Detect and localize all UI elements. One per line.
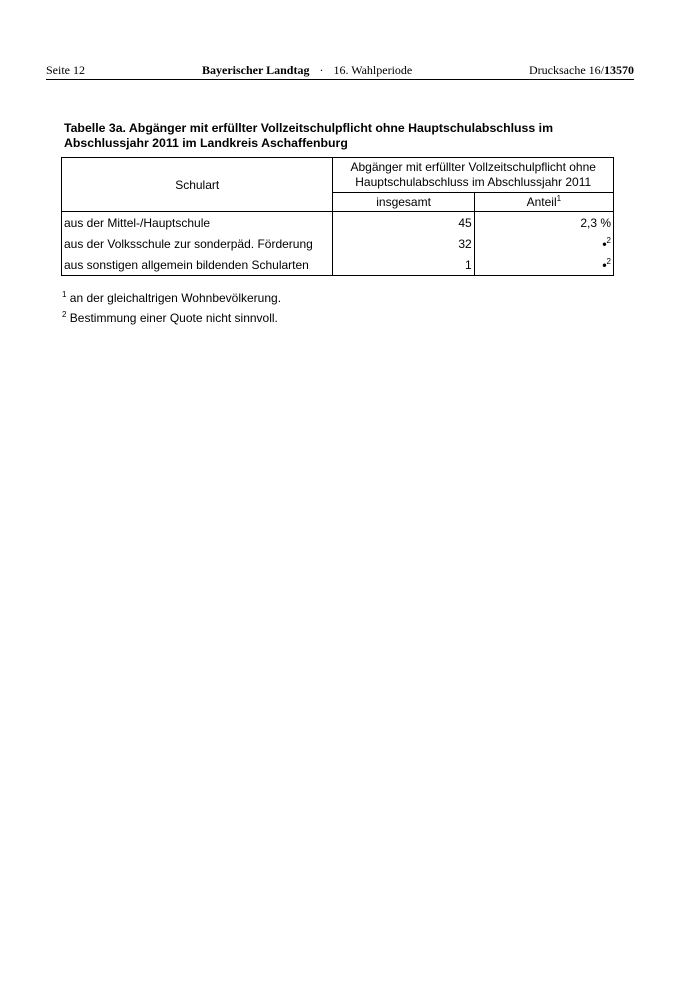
table-row <box>62 254 614 276</box>
data-table <box>61 157 614 276</box>
cell-schulart: aus der Volksschule zur sonderpäd. Förderung <box>62 233 333 254</box>
cell-anteil <box>474 233 613 254</box>
table-title-line-1: Tabelle 3a. Abgänger mit erfüllter Vollzeitschulpflicht ohne Hauptschulabschluss im <box>64 121 554 135</box>
cell-anteil <box>474 254 613 276</box>
header-center <box>202 63 412 78</box>
header-group-line-1: Abgänger mit erfüllter Vollzeitschulpflicht ohne <box>350 159 596 174</box>
header-separator: · <box>319 63 324 77</box>
cell-insgesamt: 32 <box>333 233 474 254</box>
footnote-mark: 2 <box>62 310 67 319</box>
footnote-ref: 2 <box>606 236 611 245</box>
header-anteil-label: Anteil <box>526 195 557 210</box>
footnote-mark: 1 <box>62 290 67 299</box>
cell-schulart: aus der Mittel-/Hauptschule <box>62 212 333 234</box>
footnote-text: Bestimmung einer Quote nicht sinnvoll. <box>66 311 278 325</box>
table-title-line-2: Abschlussjahr 2011 im Landkreis Aschaffenburg <box>64 136 348 150</box>
table-row <box>62 212 614 234</box>
footnote-ref: 1 <box>556 194 562 204</box>
table-title <box>64 121 584 151</box>
page-header <box>46 63 634 80</box>
cell-schulart: aus sonstigen allgemein bildenden Schularten <box>62 254 333 276</box>
header-schulart: Schulart <box>62 158 333 212</box>
footnote-ref: 2 <box>606 257 611 266</box>
cell-insgesamt: 1 <box>333 254 474 276</box>
document-number: 13570 <box>604 63 634 77</box>
table-row <box>62 233 614 254</box>
document-label: Drucksache 16/ <box>529 63 604 77</box>
header-anteil <box>474 192 613 211</box>
cell-anteil <box>474 212 613 234</box>
cell-anteil-value: • <box>602 237 607 251</box>
legislative-period: 16. Wahlperiode <box>333 63 413 77</box>
header-group-line-2: Hauptschulabschluss im Abschlussjahr 2011 <box>355 174 592 189</box>
cell-insgesamt: 45 <box>333 212 474 234</box>
header-insgesamt: insgesamt <box>333 192 474 211</box>
footnote <box>62 287 281 306</box>
footnotes <box>62 287 281 327</box>
document-reference <box>529 63 634 78</box>
cell-anteil-value: • <box>602 258 607 272</box>
page-number: Seite 12 <box>46 63 85 77</box>
header-group <box>333 158 614 193</box>
institution-name: Bayerischer Landtag <box>202 63 310 77</box>
cell-anteil-value: 2,3 % <box>580 216 611 230</box>
footnote-text: an der gleichaltrigen Wohnbevölkerung. <box>66 291 282 305</box>
footnote <box>62 307 281 326</box>
